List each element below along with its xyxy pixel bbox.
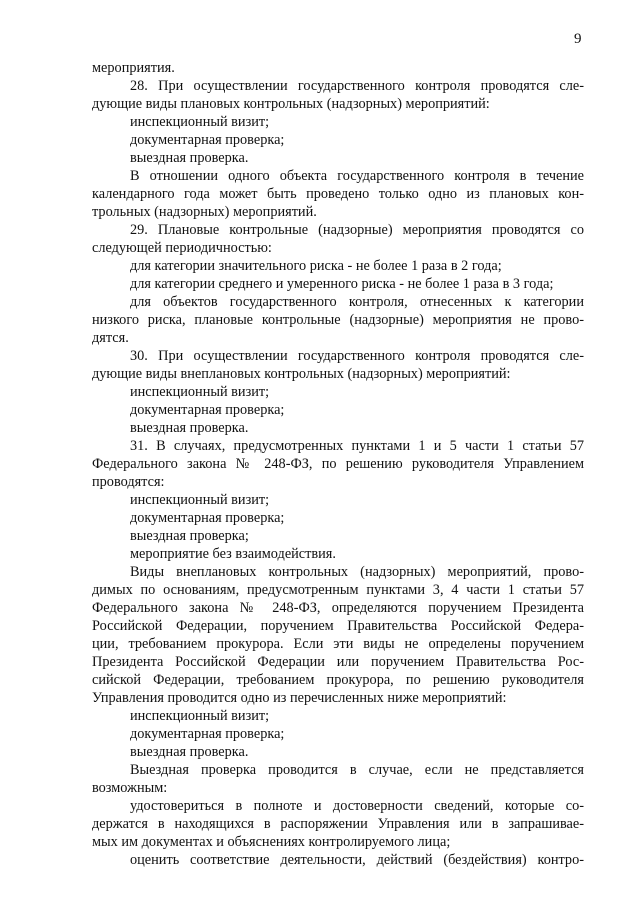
- text-line: документарная проверка;: [130, 132, 285, 148]
- text-line: 28. При осуществлении государственного контроля проводятся сле-: [130, 78, 584, 94]
- text-line: оценить соответствие деятельности, действий (бездействия) контро-: [130, 852, 584, 868]
- text-line: инспекционный визит;: [130, 492, 270, 508]
- text-line: мероприятия.: [92, 60, 175, 76]
- page-number: 9: [574, 31, 582, 47]
- text-line: удостовериться в полноте и достоверности сведений, которые со-: [130, 798, 584, 814]
- text-line: выездная проверка.: [130, 744, 249, 760]
- text-line: проводятся:: [92, 474, 165, 490]
- text-line: дующие виды внеплановых контрольных (надзорных) мероприятий:: [92, 366, 511, 382]
- text-line: календарного года может быть проведено только одно из плановых кон-: [92, 186, 584, 202]
- text-line: дующие виды плановых контрольных (надзорных) мероприятий:: [92, 96, 490, 112]
- text-line: документарная проверка;: [130, 726, 285, 742]
- text-line: для категории значительного риска - не более 1 раза в 2 года;: [130, 258, 502, 274]
- text-line: выездная проверка;: [130, 528, 249, 544]
- text-line: документарная проверка;: [130, 510, 285, 526]
- text-line: инспекционный визит;: [130, 384, 270, 400]
- text-line: документарная проверка;: [130, 402, 285, 418]
- text-line: Выездная проверка проводится в случае, если не представляется: [130, 762, 584, 778]
- text-line: мых им документах и объяснениях контролируемого лица;: [92, 834, 451, 850]
- text-line: Управления проводится одно из перечисленных ниже мероприятий:: [92, 690, 507, 706]
- text-line: выездная проверка.: [130, 150, 249, 166]
- text-line: низкого риска, плановые контрольные (надзорные) мероприятия не прово-: [92, 312, 584, 328]
- text-line: Виды внеплановых контрольных (надзорных) мероприятий, прово-: [130, 564, 584, 580]
- text-line: Российской Федерации, поручением Правительства Российской Федера-: [92, 618, 584, 634]
- text-line: инспекционный визит;: [130, 114, 270, 130]
- text-line: следующей периодичностью:: [92, 240, 272, 256]
- text-line: выездная проверка.: [130, 420, 249, 436]
- text-line: 31. В случаях, предусмотренных пунктами 1 и 5 части 1 статьи 57: [130, 438, 584, 454]
- text-line: для объектов государственного контроля, отнесенных к категории: [130, 294, 584, 310]
- text-line: Президента Российской Федерации или поручением Правительства Рос-: [92, 654, 584, 670]
- text-line: дятся.: [92, 330, 129, 346]
- text-line: мероприятие без взаимодействия.: [130, 546, 336, 562]
- text-line: инспекционный визит;: [130, 708, 270, 724]
- text-line: Федерального закона № 248-ФЗ, определяются поручением Президента: [92, 600, 584, 616]
- text-line: В отношении одного объекта государственного контроля в течение: [130, 168, 584, 184]
- text-line: держатся в находящихся в распоряжении Управления или в запрашивае-: [92, 816, 584, 832]
- text-line: трольных (надзорных) мероприятий.: [92, 204, 317, 220]
- text-line: 29. Плановые контрольные (надзорные) мероприятия проводятся со: [130, 222, 584, 238]
- text-line: сийской Федерации, требованием прокурора, по решению руководителя: [92, 672, 584, 688]
- text-line: 30. При осуществлении государственного контроля проводятся сле-: [130, 348, 584, 364]
- text-line: димых по основаниям, предусмотренным пунктами 3, 4 части 1 статьи 57: [92, 582, 584, 598]
- text-line: для категории среднего и умеренного риска - не более 1 раза в 3 года;: [130, 276, 554, 292]
- text-line: Федерального закона № 248-ФЗ, по решению руководителя Управлением: [92, 456, 584, 472]
- text-line: ции, требованием прокурора. Если эти виды не определены поручением: [92, 636, 584, 652]
- text-line: возможным:: [92, 780, 168, 796]
